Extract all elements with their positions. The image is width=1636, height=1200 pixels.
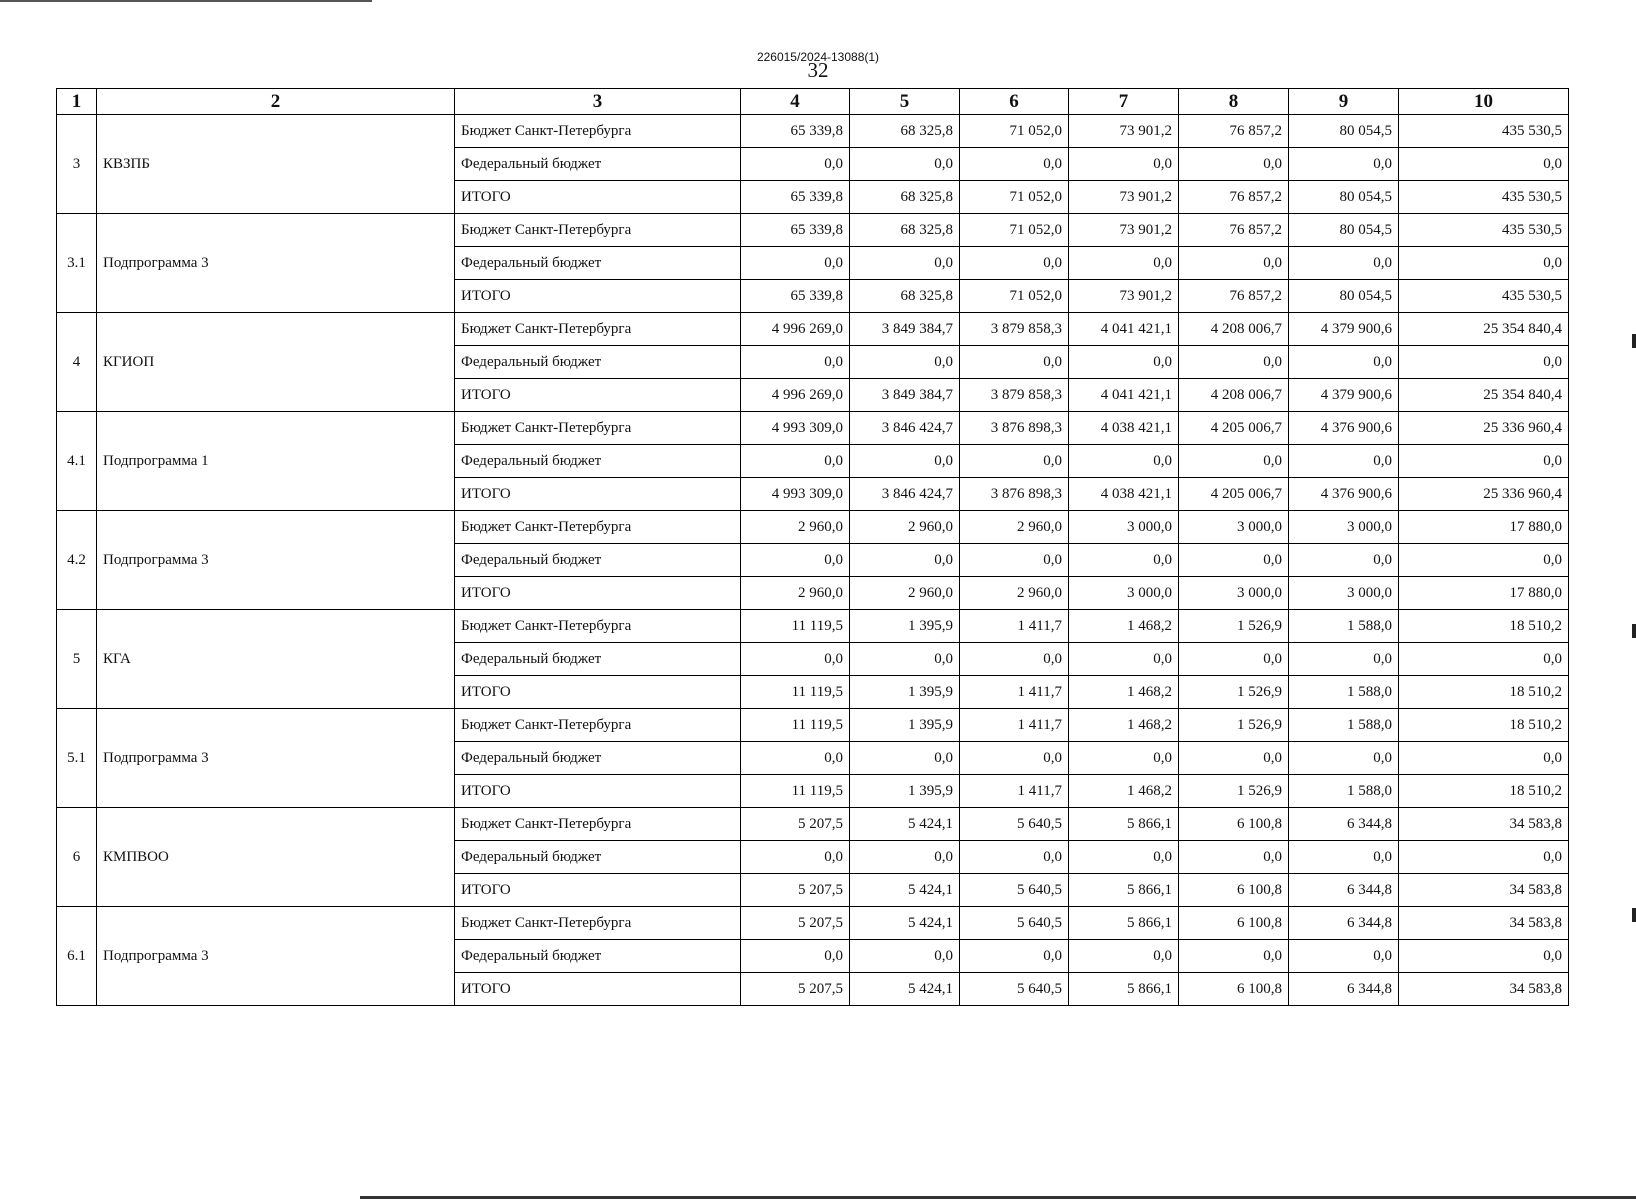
value-cell: 25 354 840,4 — [1399, 379, 1569, 412]
table-body — [57, 115, 1569, 1006]
row-name: КГИОП — [97, 313, 455, 412]
value-cell: 0,0 — [1399, 247, 1569, 280]
row-code: 6.1 — [57, 907, 97, 1006]
value-cell: 0,0 — [1289, 940, 1399, 973]
value-cell: 0,0 — [1069, 841, 1179, 874]
table-row — [57, 709, 1569, 742]
funding-source: Бюджет Санкт-Петербурга — [455, 808, 741, 841]
value-cell: 0,0 — [850, 445, 960, 478]
row-name: Подпрограмма 3 — [97, 907, 455, 1006]
value-cell: 3 879 858,3 — [960, 379, 1069, 412]
value-cell: 3 000,0 — [1179, 511, 1289, 544]
row-code: 5.1 — [57, 709, 97, 808]
value-cell: 0,0 — [741, 940, 850, 973]
table-row — [57, 412, 1569, 445]
value-cell: 0,0 — [1179, 544, 1289, 577]
value-cell: 0,0 — [850, 940, 960, 973]
value-cell: 76 857,2 — [1179, 214, 1289, 247]
value-cell: 3 879 858,3 — [960, 313, 1069, 346]
value-cell: 0,0 — [1069, 148, 1179, 181]
funding-source: Бюджет Санкт-Петербурга — [455, 709, 741, 742]
value-cell: 5 207,5 — [741, 808, 850, 841]
scan-mark — [1632, 334, 1636, 348]
value-cell: 25 336 960,4 — [1399, 478, 1569, 511]
value-cell: 5 207,5 — [741, 973, 850, 1006]
scan-edge-top — [0, 0, 372, 2]
value-cell: 65 339,8 — [741, 115, 850, 148]
value-cell: 11 119,5 — [741, 610, 850, 643]
value-cell: 5 207,5 — [741, 874, 850, 907]
table-row — [57, 610, 1569, 643]
value-cell: 0,0 — [850, 544, 960, 577]
value-cell: 2 960,0 — [741, 511, 850, 544]
value-cell: 0,0 — [1289, 841, 1399, 874]
value-cell: 76 857,2 — [1179, 115, 1289, 148]
value-cell: 5 640,5 — [960, 808, 1069, 841]
funding-source: Федеральный бюджет — [455, 742, 741, 775]
value-cell: 1 468,2 — [1069, 775, 1179, 808]
value-cell: 71 052,0 — [960, 280, 1069, 313]
value-cell: 0,0 — [850, 742, 960, 775]
value-cell: 80 054,5 — [1289, 115, 1399, 148]
value-cell: 17 880,0 — [1399, 511, 1569, 544]
funding-source: Федеральный бюджет — [455, 148, 741, 181]
value-cell: 11 119,5 — [741, 775, 850, 808]
value-cell: 0,0 — [1289, 148, 1399, 181]
table-row — [57, 214, 1569, 247]
row-code: 5 — [57, 610, 97, 709]
value-cell: 0,0 — [741, 445, 850, 478]
value-cell: 34 583,8 — [1399, 973, 1569, 1006]
value-cell: 68 325,8 — [850, 181, 960, 214]
value-cell: 5 866,1 — [1069, 973, 1179, 1006]
value-cell: 5 866,1 — [1069, 874, 1179, 907]
value-cell: 80 054,5 — [1289, 181, 1399, 214]
value-cell: 3 849 384,7 — [850, 379, 960, 412]
value-cell: 4 993 309,0 — [741, 478, 850, 511]
value-cell: 0,0 — [1289, 643, 1399, 676]
value-cell: 1 395,9 — [850, 709, 960, 742]
value-cell: 0,0 — [960, 346, 1069, 379]
budget-table — [56, 88, 1569, 1006]
value-cell: 0,0 — [1289, 346, 1399, 379]
page-number: 32 — [807, 58, 829, 82]
funding-source: ИТОГО — [455, 973, 741, 1006]
value-cell: 71 052,0 — [960, 115, 1069, 148]
value-cell: 0,0 — [960, 940, 1069, 973]
value-cell: 4 379 900,6 — [1289, 379, 1399, 412]
funding-source: Федеральный бюджет — [455, 841, 741, 874]
value-cell: 0,0 — [741, 742, 850, 775]
value-cell: 5 640,5 — [960, 907, 1069, 940]
value-cell: 5 424,1 — [850, 973, 960, 1006]
funding-source: ИТОГО — [455, 379, 741, 412]
scan-mark — [1632, 908, 1636, 922]
table-row — [57, 511, 1569, 544]
value-cell: 0,0 — [850, 841, 960, 874]
value-cell: 435 530,5 — [1399, 214, 1569, 247]
value-cell: 435 530,5 — [1399, 181, 1569, 214]
value-cell: 0,0 — [741, 346, 850, 379]
column-header: 8 — [1179, 89, 1289, 115]
row-code: 6 — [57, 808, 97, 907]
value-cell: 435 530,5 — [1399, 280, 1569, 313]
funding-source: ИТОГО — [455, 577, 741, 610]
value-cell: 4 041 421,1 — [1069, 379, 1179, 412]
row-name: Подпрограмма 3 — [97, 214, 455, 313]
value-cell: 71 052,0 — [960, 181, 1069, 214]
row-name: КМПВОО — [97, 808, 455, 907]
value-cell: 18 510,2 — [1399, 775, 1569, 808]
value-cell: 80 054,5 — [1289, 280, 1399, 313]
scan-edge-bottom — [360, 1196, 1636, 1199]
value-cell: 0,0 — [960, 742, 1069, 775]
column-header: 6 — [960, 89, 1069, 115]
value-cell: 34 583,8 — [1399, 874, 1569, 907]
column-header: 3 — [455, 89, 741, 115]
value-cell: 0,0 — [960, 643, 1069, 676]
value-cell: 76 857,2 — [1179, 181, 1289, 214]
value-cell: 4 376 900,6 — [1289, 412, 1399, 445]
funding-source: ИТОГО — [455, 676, 741, 709]
table-row — [57, 313, 1569, 346]
value-cell: 0,0 — [1069, 445, 1179, 478]
funding-source: Бюджет Санкт-Петербурга — [455, 907, 741, 940]
value-cell: 4 996 269,0 — [741, 379, 850, 412]
value-cell: 6 344,8 — [1289, 973, 1399, 1006]
value-cell: 0,0 — [1289, 445, 1399, 478]
value-cell: 65 339,8 — [741, 280, 850, 313]
value-cell: 34 583,8 — [1399, 808, 1569, 841]
row-code: 4.2 — [57, 511, 97, 610]
value-cell: 0,0 — [741, 841, 850, 874]
value-cell: 1 395,9 — [850, 775, 960, 808]
value-cell: 65 339,8 — [741, 181, 850, 214]
value-cell: 6 344,8 — [1289, 874, 1399, 907]
column-header: 4 — [741, 89, 850, 115]
value-cell: 5 424,1 — [850, 907, 960, 940]
funding-source: Бюджет Санкт-Петербурга — [455, 511, 741, 544]
value-cell: 4 993 309,0 — [741, 412, 850, 445]
value-cell: 3 846 424,7 — [850, 478, 960, 511]
funding-source: Бюджет Санкт-Петербурга — [455, 313, 741, 346]
value-cell: 0,0 — [1399, 544, 1569, 577]
value-cell: 0,0 — [1179, 940, 1289, 973]
value-cell: 0,0 — [1179, 445, 1289, 478]
value-cell: 3 000,0 — [1289, 511, 1399, 544]
value-cell: 0,0 — [960, 445, 1069, 478]
funding-source: ИТОГО — [455, 280, 741, 313]
value-cell: 0,0 — [1069, 346, 1179, 379]
row-code: 4 — [57, 313, 97, 412]
value-cell: 5 424,1 — [850, 808, 960, 841]
funding-source: Федеральный бюджет — [455, 643, 741, 676]
funding-source: Федеральный бюджет — [455, 544, 741, 577]
value-cell: 1 468,2 — [1069, 676, 1179, 709]
column-header: 1 — [57, 89, 97, 115]
value-cell: 5 866,1 — [1069, 808, 1179, 841]
value-cell: 73 901,2 — [1069, 280, 1179, 313]
value-cell: 73 901,2 — [1069, 214, 1179, 247]
row-name: КГА — [97, 610, 455, 709]
column-header: 7 — [1069, 89, 1179, 115]
row-name: КВЗПБ — [97, 115, 455, 214]
value-cell: 1 588,0 — [1289, 775, 1399, 808]
value-cell: 6 100,8 — [1179, 973, 1289, 1006]
value-cell: 3 876 898,3 — [960, 478, 1069, 511]
value-cell: 0,0 — [1399, 346, 1569, 379]
value-cell: 4 208 006,7 — [1179, 313, 1289, 346]
value-cell: 0,0 — [1289, 742, 1399, 775]
value-cell: 11 119,5 — [741, 709, 850, 742]
value-cell: 1 411,7 — [960, 610, 1069, 643]
scan-mark — [1632, 624, 1636, 638]
row-code: 3 — [57, 115, 97, 214]
value-cell: 0,0 — [1179, 247, 1289, 280]
funding-source: ИТОГО — [455, 775, 741, 808]
value-cell: 2 960,0 — [960, 577, 1069, 610]
value-cell: 2 960,0 — [960, 511, 1069, 544]
value-cell: 0,0 — [960, 247, 1069, 280]
value-cell: 0,0 — [741, 148, 850, 181]
value-cell: 0,0 — [1069, 742, 1179, 775]
value-cell: 73 901,2 — [1069, 181, 1179, 214]
value-cell: 5 207,5 — [741, 907, 850, 940]
value-cell: 0,0 — [1069, 940, 1179, 973]
value-cell: 4 038 421,1 — [1069, 478, 1179, 511]
value-cell: 0,0 — [741, 643, 850, 676]
value-cell: 1 526,9 — [1179, 775, 1289, 808]
column-header: 5 — [850, 89, 960, 115]
value-cell: 0,0 — [1179, 148, 1289, 181]
value-cell: 17 880,0 — [1399, 577, 1569, 610]
value-cell: 1 588,0 — [1289, 709, 1399, 742]
table-row — [57, 115, 1569, 148]
value-cell: 0,0 — [850, 346, 960, 379]
value-cell: 0,0 — [850, 643, 960, 676]
document-id: 226015/2024-13088(1) — [756, 50, 880, 64]
funding-source: Бюджет Санкт-Петербурга — [455, 214, 741, 247]
value-cell: 3 849 384,7 — [850, 313, 960, 346]
value-cell: 5 640,5 — [960, 973, 1069, 1006]
column-header: 2 — [97, 89, 455, 115]
value-cell: 6 344,8 — [1289, 808, 1399, 841]
value-cell: 1 411,7 — [960, 775, 1069, 808]
value-cell: 6 100,8 — [1179, 808, 1289, 841]
row-name: Подпрограмма 3 — [97, 709, 455, 808]
funding-source: ИТОГО — [455, 874, 741, 907]
value-cell: 1 526,9 — [1179, 610, 1289, 643]
value-cell: 0,0 — [1399, 742, 1569, 775]
value-cell: 435 530,5 — [1399, 115, 1569, 148]
value-cell: 0,0 — [1069, 544, 1179, 577]
funding-source: Бюджет Санкт-Петербурга — [455, 412, 741, 445]
value-cell: 3 000,0 — [1069, 577, 1179, 610]
funding-source: Федеральный бюджет — [455, 247, 741, 280]
value-cell: 18 510,2 — [1399, 709, 1569, 742]
value-cell: 0,0 — [1179, 643, 1289, 676]
value-cell: 4 205 006,7 — [1179, 478, 1289, 511]
value-cell: 0,0 — [960, 841, 1069, 874]
value-cell: 5 640,5 — [960, 874, 1069, 907]
funding-source: Бюджет Санкт-Петербурга — [455, 115, 741, 148]
value-cell: 0,0 — [741, 247, 850, 280]
funding-source: Федеральный бюджет — [455, 346, 741, 379]
value-cell: 25 354 840,4 — [1399, 313, 1569, 346]
value-cell: 0,0 — [1399, 940, 1569, 973]
value-cell: 0,0 — [1399, 148, 1569, 181]
column-header: 9 — [1289, 89, 1399, 115]
value-cell: 5 424,1 — [850, 874, 960, 907]
value-cell: 25 336 960,4 — [1399, 412, 1569, 445]
value-cell: 1 526,9 — [1179, 709, 1289, 742]
value-cell: 0,0 — [960, 148, 1069, 181]
value-cell: 1 468,2 — [1069, 610, 1179, 643]
value-cell: 80 054,5 — [1289, 214, 1399, 247]
value-cell: 6 100,8 — [1179, 874, 1289, 907]
value-cell: 0,0 — [1179, 841, 1289, 874]
value-cell: 1 411,7 — [960, 676, 1069, 709]
value-cell: 3 000,0 — [1069, 511, 1179, 544]
value-cell: 0,0 — [1179, 346, 1289, 379]
value-cell: 5 866,1 — [1069, 907, 1179, 940]
value-cell: 1 588,0 — [1289, 676, 1399, 709]
value-cell: 18 510,2 — [1399, 610, 1569, 643]
value-cell: 71 052,0 — [960, 214, 1069, 247]
row-name: Подпрограмма 3 — [97, 511, 455, 610]
value-cell: 0,0 — [1179, 742, 1289, 775]
value-cell: 3 000,0 — [1289, 577, 1399, 610]
value-cell: 4 996 269,0 — [741, 313, 850, 346]
value-cell: 0,0 — [960, 544, 1069, 577]
funding-source: Федеральный бюджет — [455, 940, 741, 973]
value-cell: 4 041 421,1 — [1069, 313, 1179, 346]
value-cell: 0,0 — [850, 148, 960, 181]
row-code: 3.1 — [57, 214, 97, 313]
table-row — [57, 808, 1569, 841]
column-number-row — [57, 89, 1569, 115]
value-cell: 4 208 006,7 — [1179, 379, 1289, 412]
value-cell: 2 960,0 — [850, 511, 960, 544]
value-cell: 4 379 900,6 — [1289, 313, 1399, 346]
value-cell: 0,0 — [1289, 544, 1399, 577]
value-cell: 0,0 — [741, 544, 850, 577]
value-cell: 18 510,2 — [1399, 676, 1569, 709]
row-code: 4.1 — [57, 412, 97, 511]
value-cell: 34 583,8 — [1399, 907, 1569, 940]
value-cell: 2 960,0 — [850, 577, 960, 610]
value-cell: 0,0 — [1069, 643, 1179, 676]
funding-source: Бюджет Санкт-Петербурга — [455, 610, 741, 643]
value-cell: 73 901,2 — [1069, 115, 1179, 148]
value-cell: 11 119,5 — [741, 676, 850, 709]
value-cell: 1 468,2 — [1069, 709, 1179, 742]
value-cell: 68 325,8 — [850, 115, 960, 148]
value-cell: 1 588,0 — [1289, 610, 1399, 643]
value-cell: 1 411,7 — [960, 709, 1069, 742]
value-cell: 6 100,8 — [1179, 907, 1289, 940]
value-cell: 3 876 898,3 — [960, 412, 1069, 445]
value-cell: 2 960,0 — [741, 577, 850, 610]
row-name: Подпрограмма 1 — [97, 412, 455, 511]
funding-source: ИТОГО — [455, 478, 741, 511]
value-cell: 1 526,9 — [1179, 676, 1289, 709]
value-cell: 0,0 — [1399, 841, 1569, 874]
column-header: 10 — [1399, 89, 1569, 115]
value-cell: 4 376 900,6 — [1289, 478, 1399, 511]
value-cell: 4 205 006,7 — [1179, 412, 1289, 445]
funding-source: ИТОГО — [455, 181, 741, 214]
value-cell: 76 857,2 — [1179, 280, 1289, 313]
value-cell: 68 325,8 — [850, 214, 960, 247]
table-row — [57, 907, 1569, 940]
value-cell: 1 395,9 — [850, 676, 960, 709]
value-cell: 0,0 — [1069, 247, 1179, 280]
value-cell: 1 395,9 — [850, 610, 960, 643]
value-cell: 3 000,0 — [1179, 577, 1289, 610]
value-cell: 6 344,8 — [1289, 907, 1399, 940]
value-cell: 65 339,8 — [741, 214, 850, 247]
funding-source: Федеральный бюджет — [455, 445, 741, 478]
value-cell: 68 325,8 — [850, 280, 960, 313]
value-cell: 4 038 421,1 — [1069, 412, 1179, 445]
value-cell: 0,0 — [1399, 643, 1569, 676]
value-cell: 0,0 — [1399, 445, 1569, 478]
value-cell: 0,0 — [1289, 247, 1399, 280]
value-cell: 3 846 424,7 — [850, 412, 960, 445]
value-cell: 0,0 — [850, 247, 960, 280]
